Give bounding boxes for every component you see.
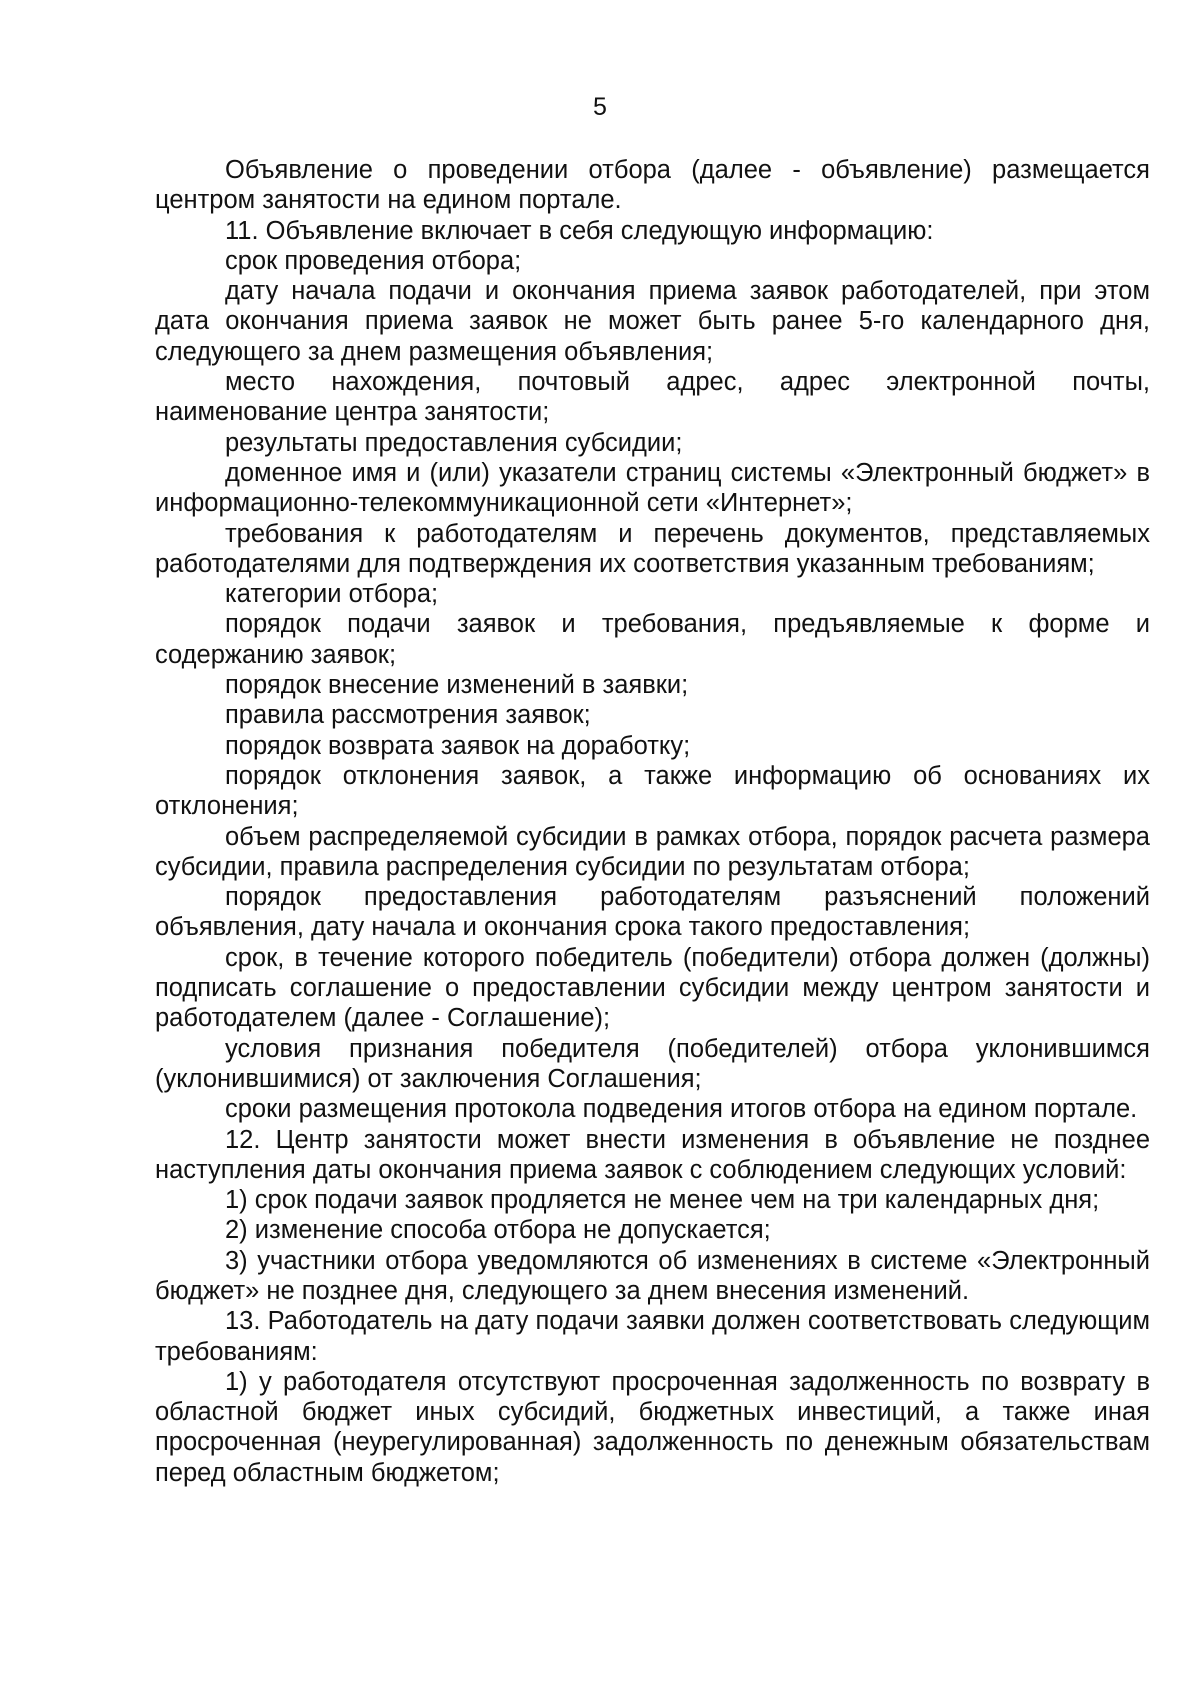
paragraph: 1) у работодателя отсутствуют просроченная задолженность по возврату в областной бюджет иных субсидий, бюджетных инвестиций, а также иная просроченная (неурегулированная) задолженность по денежным обязательствам перед областным бюджетом;: [155, 1367, 1150, 1487]
paragraph: 2) изменение способа отбора не допускается;: [225, 1216, 771, 1245]
paragraph: сроки размещения протокола подведения итогов отбора на едином портале.: [225, 1095, 1138, 1124]
paragraph: место нахождения, почтовый адрес, адрес электронной почты, наименование центра занятости;: [155, 368, 1150, 427]
paragraph: порядок отклонения заявок, а также информацию об основаниях их отклонения;: [155, 761, 1150, 821]
paragraph: 11. Объявление включает в себя следующую информацию:: [225, 216, 934, 245]
paragraph: доменное имя и (или) указатели страниц системы «Электронный бюджет» в информационно-телекоммуникационной сети «Интернет»;: [155, 458, 1150, 518]
paragraph: объем распределяемой субсидии в рамках отбора, порядок расчета размера субсидии, правила распределения субсидии по результатам отбора;: [155, 822, 1150, 881]
paragraph: 1) срок подачи заявок продляется не менее чем на три календарных дня;: [225, 1186, 1100, 1215]
paragraph: срок проведения отбора;: [225, 246, 522, 275]
paragraph: 3) участники отбора уведомляются об изменениях в системе «Электронный бюджет» не позднее дня, следующего за днем внесения изменений.: [155, 1246, 1150, 1305]
page-number: 5: [593, 93, 607, 121]
paragraph: требования к работодателям и перечень документов, представляемых работодателями для подтверждения их соответствия указанным требованиям;: [155, 519, 1150, 578]
document-body: [155, 155, 1150, 1488]
paragraph: порядок подачи заявок и требования, предъявляемые к форме и содержанию заявок;: [155, 610, 1150, 669]
paragraph: категории отбора;: [225, 580, 439, 609]
paragraph: правила рассмотрения заявок;: [225, 701, 591, 730]
paragraph: порядок предоставления работодателям разъяснений положений объявления, дату начала и окончания срока такого предоставления;: [155, 883, 1150, 942]
paragraph: срок, в течение которого победитель (победители) отбора должен (должны) подписать соглашение о предоставлении субсидии между центром занятости и работодателем (далее - Соглашение);: [155, 943, 1150, 1033]
paragraph: условия признания победителя (победителей) отбора уклонившимся (уклонившимися) от заключения Соглашения;: [155, 1034, 1150, 1093]
paragraph: порядок возврата заявок на доработку;: [225, 731, 691, 760]
paragraph: результаты предоставления субсидии;: [225, 428, 683, 457]
paragraph: 12. Центр занятости может внести изменения в объявление не позднее наступления даты окончания приема заявок с соблюдением следующих условий:: [155, 1125, 1150, 1184]
paragraph: порядок внесение изменений в заявки;: [225, 671, 689, 700]
paragraph: Объявление о проведении отбора (далее - объявление) размещается центром занятости на едином портале.: [155, 156, 1150, 215]
paragraph: дату начала подачи и окончания приема заявок работодателей, при этом дата окончания приема заявок не может быть ранее 5-го календарного дня, следующего за днем размещения объявления;: [155, 277, 1150, 366]
paragraph: 13. Работодатель на дату подачи заявки должен соответствовать следующим требованиям:: [155, 1307, 1150, 1366]
